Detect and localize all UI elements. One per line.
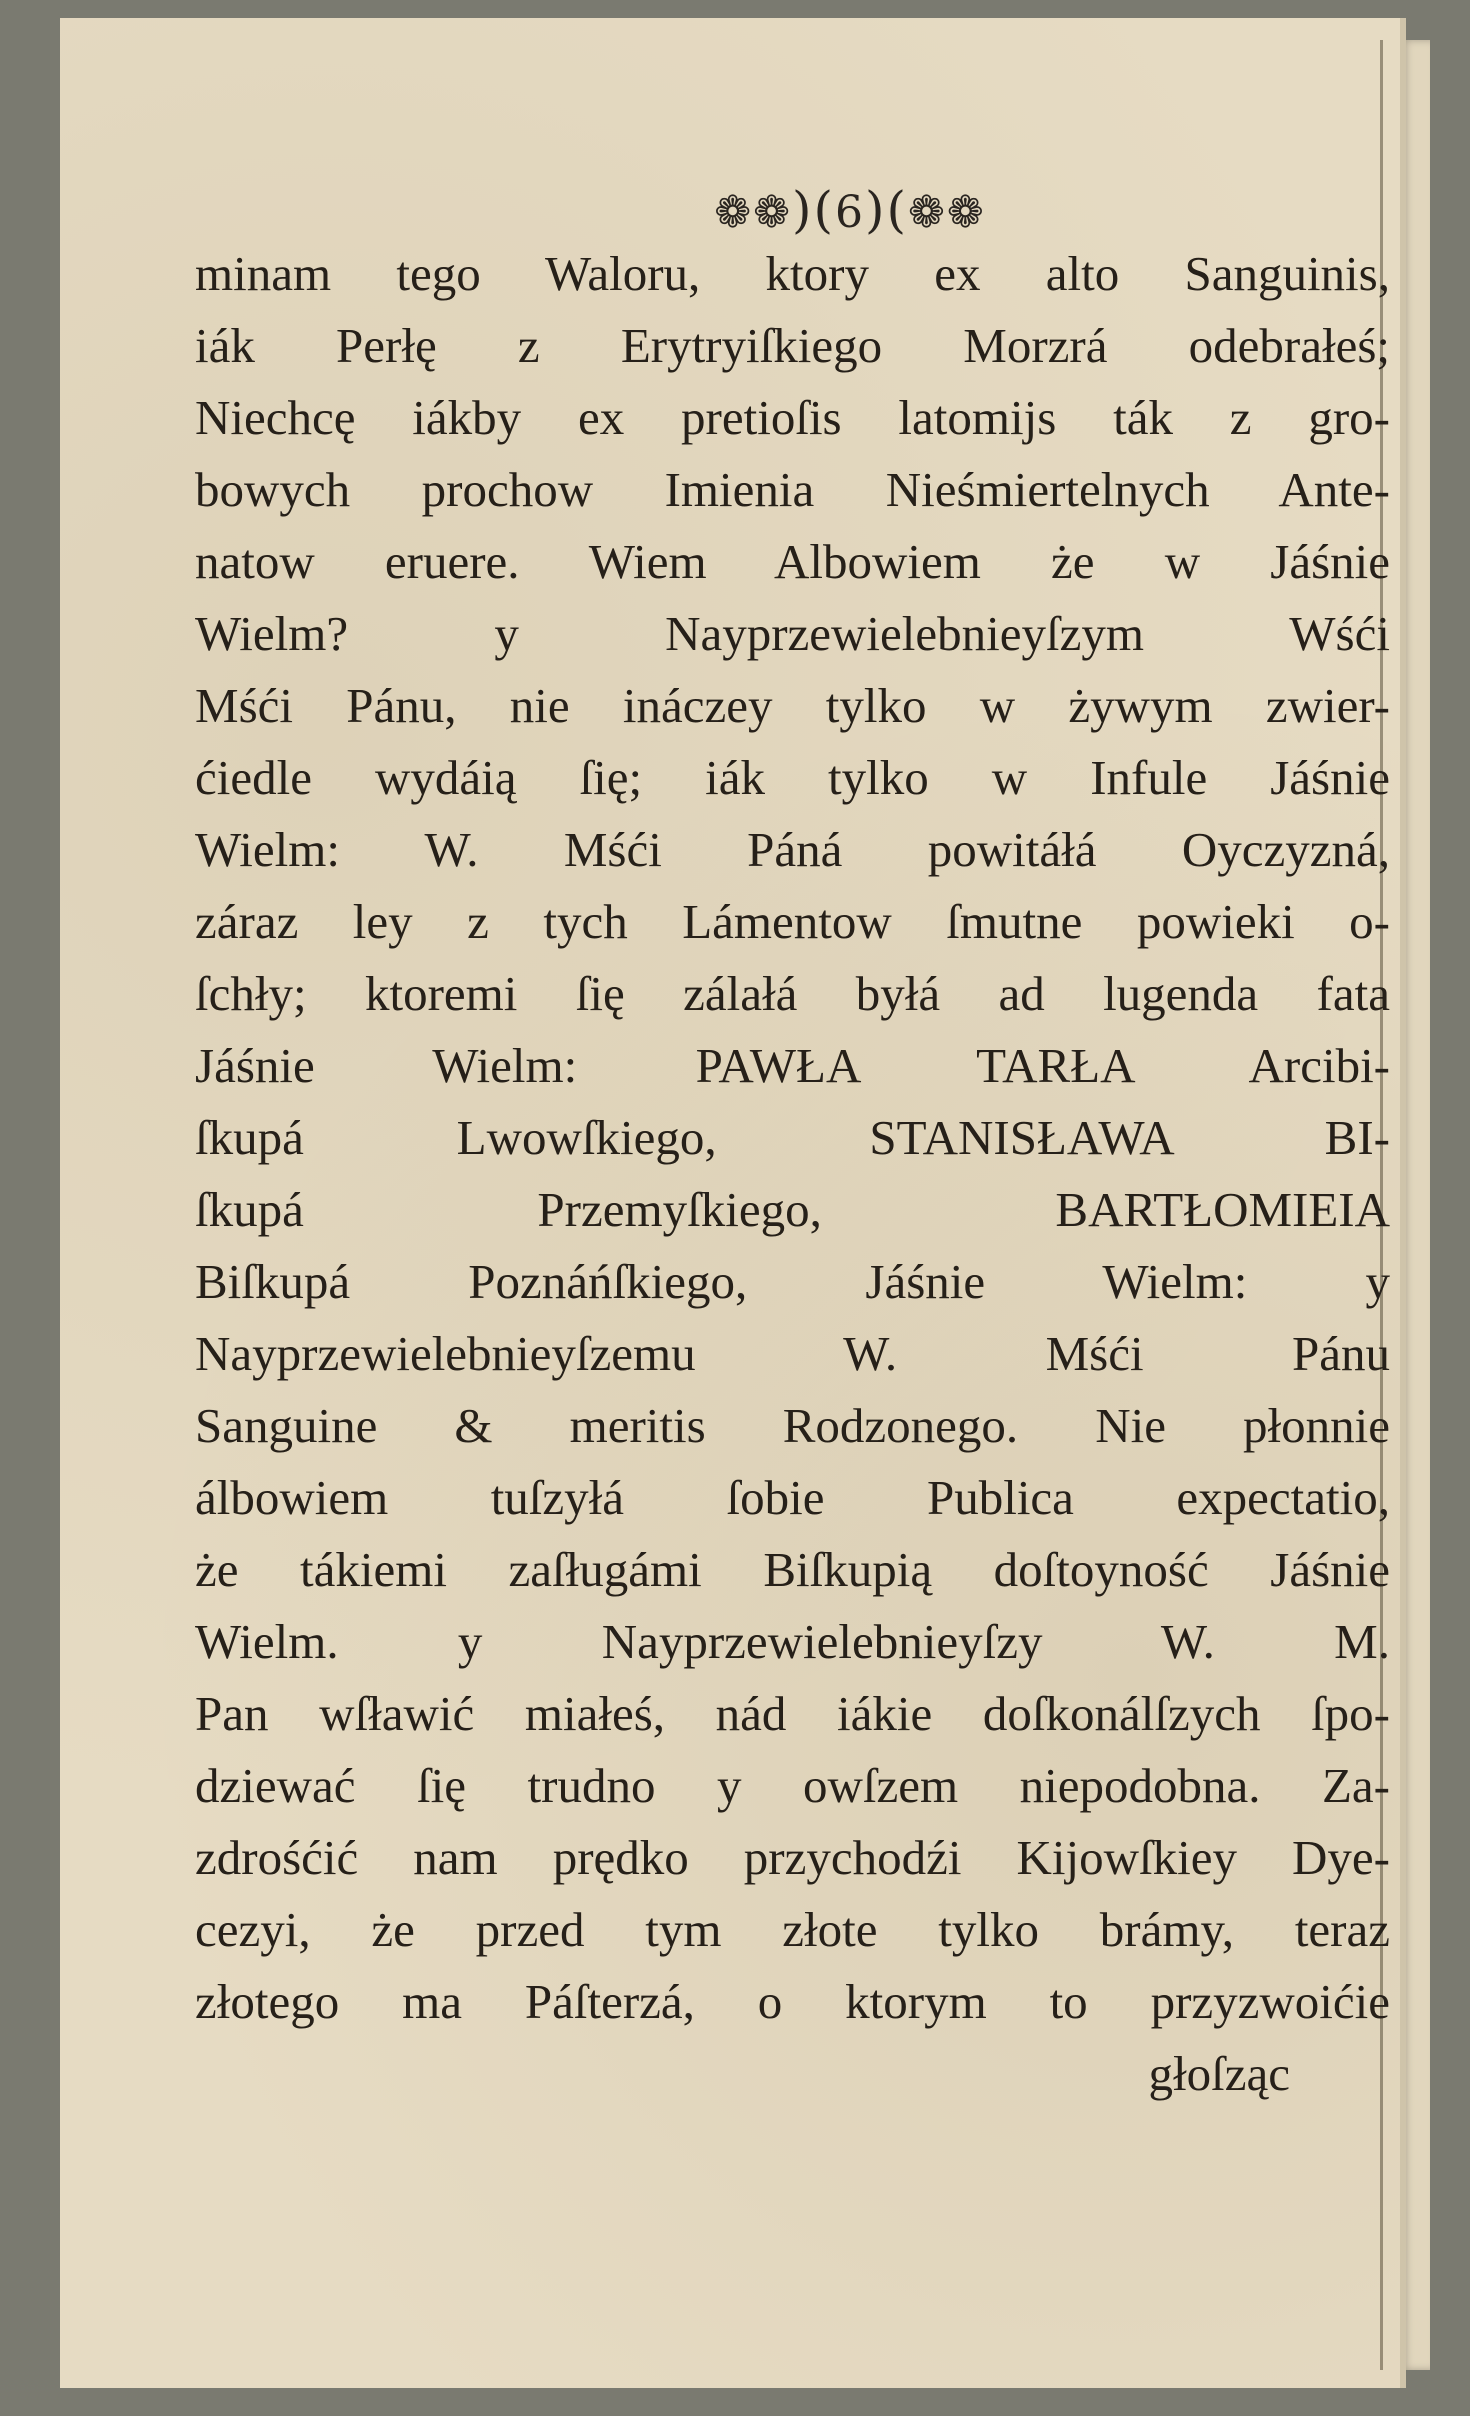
ornament-left-icon: ❁❁: [714, 187, 792, 238]
text-line: Nayprzewielebnieyſzemu W. Mśći Pánu: [195, 1326, 1390, 1381]
text-line: Wielm: W. Mśći Páná powitáłá Oyczyzná,: [195, 822, 1390, 877]
text-line: ſchły; ktoremi ſię zálałá byłá ad lugenda fata: [195, 966, 1390, 1021]
ornament-right-icon: ❁❁: [908, 187, 986, 238]
text-line: Jáśnie Wielm: PAWŁA TARŁA Arcibi-: [195, 1038, 1390, 1093]
text-line: natow eruere. Wiem Albowiem że w Jáśnie: [195, 534, 1390, 589]
text-line: minam tego Waloru, ktory ex alto Sanguinis,: [195, 246, 1390, 301]
text-line: zdrośćić nam prędko przychodźi Kijowſkiey Dye-: [195, 1830, 1390, 1885]
text-line: Mśći Pánu, nie ináczey tylko w żywym zwier-: [195, 678, 1390, 733]
header-close-bracket: )(: [865, 181, 909, 239]
body-text: [195, 238, 1390, 2110]
text-line: cezyi, że przed tym złote tylko brámy, teraz: [195, 1902, 1390, 1957]
text-line: Biſkupá Poznáńſkiego, Jáśnie Wielm: y: [195, 1254, 1390, 1309]
text-line: álbowiem tuſzyłá ſobie Publica expectatio,: [195, 1470, 1390, 1525]
text-line: Wielm. y Nayprzewielebnieyſzy W. M.: [195, 1614, 1390, 1669]
text-line: złotego ma Páſterzá, o ktorym to przyzwoićie: [195, 1974, 1390, 2029]
text-line: bowych prochow Imienia Nieśmiertelnych Ante-: [195, 462, 1390, 517]
text-line: Pan wſławić miałeś, nád iákie doſkonálſzych ſpo-: [195, 1686, 1390, 1741]
text-line: Niechcę iákby ex pretioſis latomijs ták z gro-: [195, 390, 1390, 445]
catchword: głoſząc: [1148, 2046, 1290, 2101]
text-line: iák Perłę z Erytryiſkiego Morzrá odebrałeś;: [195, 318, 1390, 373]
header-open-bracket: )(: [791, 181, 835, 239]
text-line: ćiedle wydáią ſię; iák tylko w Infule Jáśnie: [195, 750, 1390, 805]
text-line: ſkupá Przemyſkiego, BARTŁOMIEIA: [195, 1182, 1390, 1237]
text-line: dziewać ſię trudno y owſzem niepodobna. Za-: [195, 1758, 1390, 1813]
text-line: záraz ley z tych Lámentow ſmutne powieki o-: [195, 894, 1390, 949]
text-line: ſkupá Lwowſkiego, STANISŁAWA BI-: [195, 1110, 1390, 1165]
page-number: 6: [835, 187, 865, 238]
text-line: że tákiemi zaſługámi Biſkupią doſtoyność Jáśnie: [195, 1542, 1390, 1597]
text-line: Wielm? y Nayprzewielebnieyſzym Wśći: [195, 606, 1390, 661]
text-line: Sanguine & meritis Rodzonego. Nie płonnie: [195, 1398, 1390, 1453]
